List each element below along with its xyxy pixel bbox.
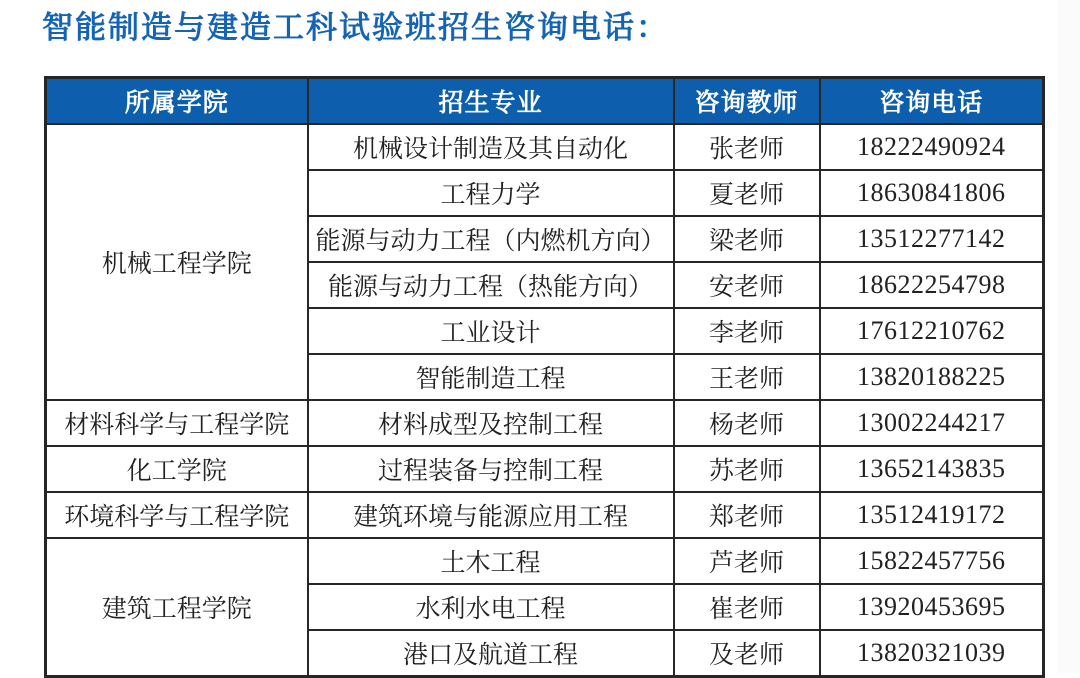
phone-cell: 13512419172 (820, 492, 1044, 538)
header-college: 所属学院 (46, 78, 308, 125)
phone-cell: 17612210762 (820, 308, 1044, 354)
phone-cell: 18622254798 (820, 262, 1044, 308)
teacher-cell: 李老师 (674, 308, 820, 354)
major-cell: 智能制造工程 (308, 354, 674, 400)
table-body (46, 124, 1044, 677)
college-cell: 机械工程学院 (46, 124, 308, 400)
table-row (46, 538, 1044, 584)
header-row (46, 78, 1044, 125)
teacher-cell: 郑老师 (674, 492, 820, 538)
major-cell: 能源与动力工程（热能方向） (308, 262, 674, 308)
header-major: 招生专业 (308, 78, 674, 125)
college-cell: 化工学院 (46, 446, 308, 492)
header-phone: 咨询电话 (820, 78, 1044, 125)
teacher-cell: 夏老师 (674, 170, 820, 216)
phone-cell: 13820321039 (820, 630, 1044, 677)
phone-cell: 18222490924 (820, 124, 1044, 170)
teacher-cell: 杨老师 (674, 400, 820, 446)
college-cell: 材料科学与工程学院 (46, 400, 308, 446)
major-cell: 材料成型及控制工程 (308, 400, 674, 446)
table-row (46, 492, 1044, 538)
table-row (46, 124, 1044, 170)
teacher-cell: 芦老师 (674, 538, 820, 584)
teacher-cell: 苏老师 (674, 446, 820, 492)
admissions-contact-table (44, 76, 1045, 678)
phone-cell: 13002244217 (820, 400, 1044, 446)
teacher-cell: 梁老师 (674, 216, 820, 262)
teacher-cell: 及老师 (674, 630, 820, 677)
table-header (46, 78, 1044, 125)
phone-cell: 13512277142 (820, 216, 1044, 262)
major-cell: 机械设计制造及其自动化 (308, 124, 674, 170)
phone-cell: 13652143835 (820, 446, 1044, 492)
teacher-cell: 张老师 (674, 124, 820, 170)
major-cell: 过程装备与控制工程 (308, 446, 674, 492)
major-cell: 水利水电工程 (308, 584, 674, 630)
phone-cell: 15822457756 (820, 538, 1044, 584)
table-row (46, 400, 1044, 446)
major-cell: 工业设计 (308, 308, 674, 354)
major-cell: 能源与动力工程（内燃机方向） (308, 216, 674, 262)
major-cell: 建筑环境与能源应用工程 (308, 492, 674, 538)
teacher-cell: 安老师 (674, 262, 820, 308)
teacher-cell: 王老师 (674, 354, 820, 400)
page-title: 智能制造与建造工科试验班招生咨询电话： (42, 10, 669, 45)
background-strip (1058, 0, 1080, 673)
major-cell: 工程力学 (308, 170, 674, 216)
phone-cell: 13920453695 (820, 584, 1044, 630)
teacher-cell: 崔老师 (674, 584, 820, 630)
major-cell: 土木工程 (308, 538, 674, 584)
major-cell: 港口及航道工程 (308, 630, 674, 677)
college-cell: 建筑工程学院 (46, 538, 308, 677)
phone-cell: 18630841806 (820, 170, 1044, 216)
table-row (46, 446, 1044, 492)
college-cell: 环境科学与工程学院 (46, 492, 308, 538)
phone-cell: 13820188225 (820, 354, 1044, 400)
header-teacher: 咨询教师 (674, 78, 820, 125)
